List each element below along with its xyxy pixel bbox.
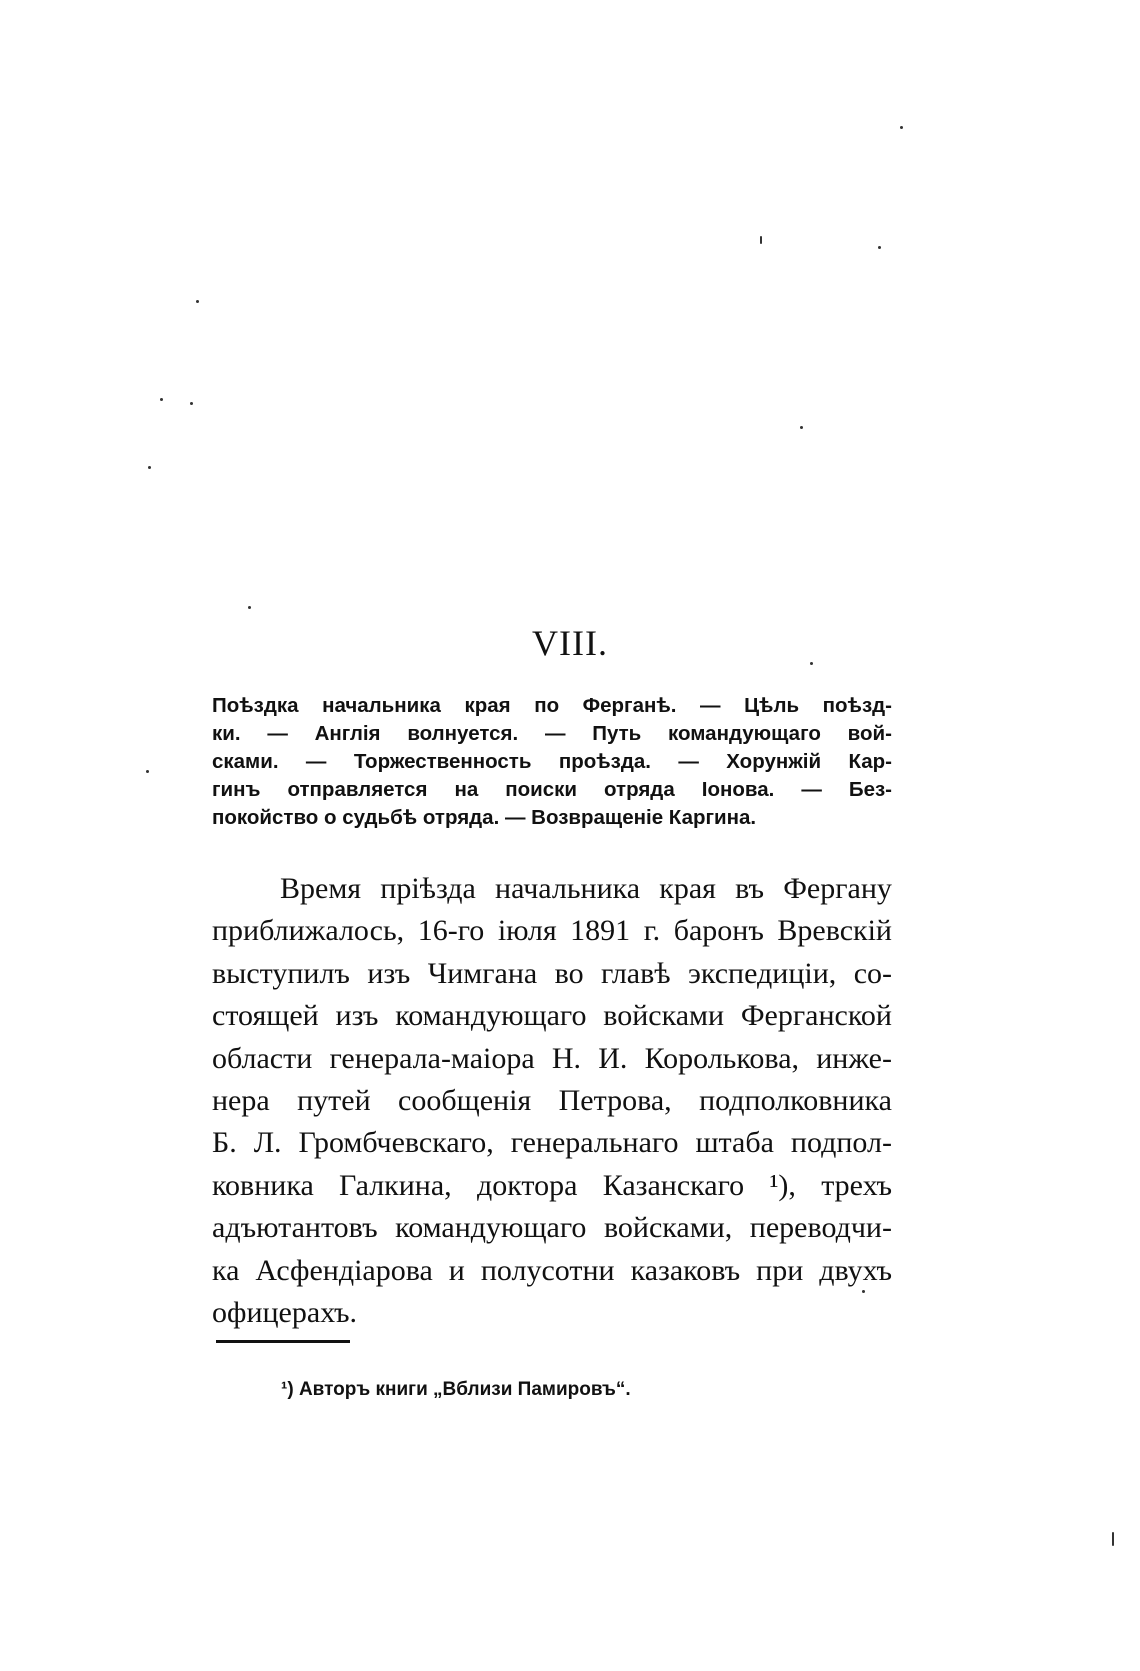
- scan-speck: [190, 402, 193, 405]
- word: Ферганѣ.: [582, 694, 677, 717]
- word: покойство о судьбѣ отряда. — Возвращеніе Каргина.: [212, 806, 757, 829]
- body-line: [212, 910, 892, 952]
- chapter-body: [212, 868, 892, 1334]
- word: И.: [598, 1041, 628, 1075]
- word: главѣ: [601, 956, 671, 990]
- word: поиски: [505, 778, 578, 801]
- word: поѣзд-: [822, 694, 892, 717]
- word: края: [464, 694, 511, 717]
- summary-line: [212, 720, 892, 748]
- word: подполковника: [699, 1084, 892, 1118]
- word: волнуется.: [407, 722, 519, 745]
- word: въ: [735, 872, 765, 905]
- word: переводчи-: [749, 1211, 892, 1245]
- word: —: [305, 750, 327, 773]
- word: 16-го: [417, 914, 485, 948]
- word: Время: [280, 872, 362, 905]
- footnote-divider: [216, 1340, 350, 1343]
- chapter-number: VIII.: [532, 623, 608, 663]
- word: Іонова.: [701, 778, 775, 801]
- word: стоящей: [212, 999, 319, 1033]
- word: Л.: [253, 1126, 282, 1160]
- summary-line: [212, 692, 892, 720]
- word: Хорунжій: [726, 750, 822, 773]
- scan-speck: [900, 126, 903, 129]
- body-line: [212, 995, 892, 1037]
- word: начальника: [495, 872, 641, 905]
- scan-speck: [760, 236, 762, 244]
- word: Фергану: [783, 872, 892, 905]
- word: экспедиціи,: [688, 956, 837, 990]
- word: проѣзда.: [558, 750, 651, 773]
- footnote-marker: ¹): [281, 1379, 294, 1400]
- word: отправляется: [287, 778, 428, 801]
- word: во: [554, 956, 584, 990]
- word: изъ: [367, 956, 411, 990]
- word: сообщенія: [398, 1084, 532, 1118]
- word: Поѣздка: [212, 694, 299, 717]
- body-line: [212, 1080, 892, 1122]
- summary-line: [212, 804, 892, 832]
- word: генерала-маіора: [329, 1041, 535, 1075]
- summary-line: [212, 776, 892, 804]
- word: Б.: [212, 1126, 237, 1160]
- word: —: [267, 722, 288, 745]
- word: Казанскаго: [602, 1168, 745, 1202]
- scan-speck: [248, 606, 251, 609]
- word: области: [212, 1041, 313, 1075]
- word: двухъ: [819, 1253, 892, 1287]
- word: Без-: [848, 778, 892, 801]
- body-line: [212, 1250, 892, 1292]
- word: нера: [212, 1084, 270, 1118]
- word: —: [801, 778, 822, 801]
- word: ки.: [212, 722, 241, 745]
- word: полусотни: [480, 1253, 615, 1287]
- word: и: [448, 1253, 465, 1287]
- word: выступилъ: [212, 956, 350, 990]
- word: Англія: [314, 722, 381, 745]
- word: гинъ: [212, 778, 261, 801]
- footnote-text: Авторъ книги „Вблизи Памировъ“.: [298, 1379, 631, 1400]
- word: вой-: [847, 722, 892, 745]
- word: изъ: [335, 999, 379, 1033]
- word: адъютантовъ: [212, 1211, 378, 1245]
- word: штаба: [695, 1126, 774, 1160]
- word: войсками: [603, 999, 725, 1033]
- word: —: [678, 750, 699, 773]
- footnote: [281, 1379, 631, 1401]
- word: доктора: [476, 1168, 578, 1202]
- word: командующаго: [668, 722, 821, 745]
- word: начальника: [322, 694, 441, 717]
- scan-speck: [148, 466, 151, 469]
- word: трехъ: [821, 1168, 892, 1202]
- word: Королькова,: [644, 1041, 800, 1075]
- word: сками.: [212, 750, 279, 773]
- word: приближалось,: [212, 914, 405, 948]
- word: —: [700, 694, 721, 717]
- word: края: [659, 872, 716, 905]
- word: по: [534, 694, 560, 717]
- scan-speck: [160, 398, 163, 401]
- word: Путь: [592, 722, 642, 745]
- word: Петрова,: [558, 1084, 672, 1118]
- body-line: [212, 868, 892, 910]
- word: Ферганской: [740, 999, 892, 1033]
- word: Галкина,: [339, 1168, 452, 1202]
- scan-speck: [196, 300, 199, 303]
- word: генеральнаго: [510, 1126, 679, 1160]
- body-line: [212, 953, 892, 995]
- word: путей: [297, 1084, 371, 1118]
- word: іюля: [497, 914, 557, 948]
- body-line: [212, 1038, 892, 1080]
- word: Цѣль: [744, 694, 800, 717]
- word: командующаго: [395, 1211, 587, 1245]
- word: Вревскій: [777, 914, 892, 948]
- word: ¹),: [769, 1168, 796, 1202]
- body-line: [212, 1122, 892, 1164]
- summary-line: [212, 748, 892, 776]
- word: —: [544, 722, 566, 745]
- scan-speck: [878, 246, 881, 249]
- word: Н.: [551, 1041, 582, 1075]
- body-line: [212, 1165, 892, 1207]
- word: офицерахъ.: [212, 1296, 358, 1330]
- scan-speck: [1112, 1532, 1114, 1546]
- word: отряда: [604, 778, 675, 801]
- chapter-summary: [212, 692, 892, 832]
- scan-speck: [146, 770, 149, 773]
- word: ковника: [212, 1168, 314, 1202]
- word: пріѣзда: [380, 872, 476, 905]
- word: командующаго: [395, 999, 587, 1033]
- word: баронъ: [673, 914, 764, 948]
- word: при: [756, 1253, 804, 1287]
- word: ка: [212, 1253, 240, 1287]
- word: 1891: [570, 914, 631, 948]
- word: казаковъ: [630, 1253, 741, 1287]
- word: г.: [643, 914, 661, 948]
- body-line: [212, 1292, 892, 1334]
- scan-speck: [800, 426, 803, 429]
- word: Чимгана: [427, 956, 538, 990]
- word: подпол-: [790, 1126, 892, 1160]
- word: Асфендіарова: [255, 1253, 433, 1287]
- word: Торжественность: [353, 750, 532, 773]
- word: Громбчевскаго,: [298, 1126, 494, 1160]
- word: на: [454, 778, 479, 801]
- word: инже-: [816, 1041, 892, 1075]
- word: войсками,: [603, 1211, 733, 1245]
- word: Кар-: [848, 750, 892, 773]
- body-line: [212, 1207, 892, 1249]
- word: со-: [853, 956, 892, 990]
